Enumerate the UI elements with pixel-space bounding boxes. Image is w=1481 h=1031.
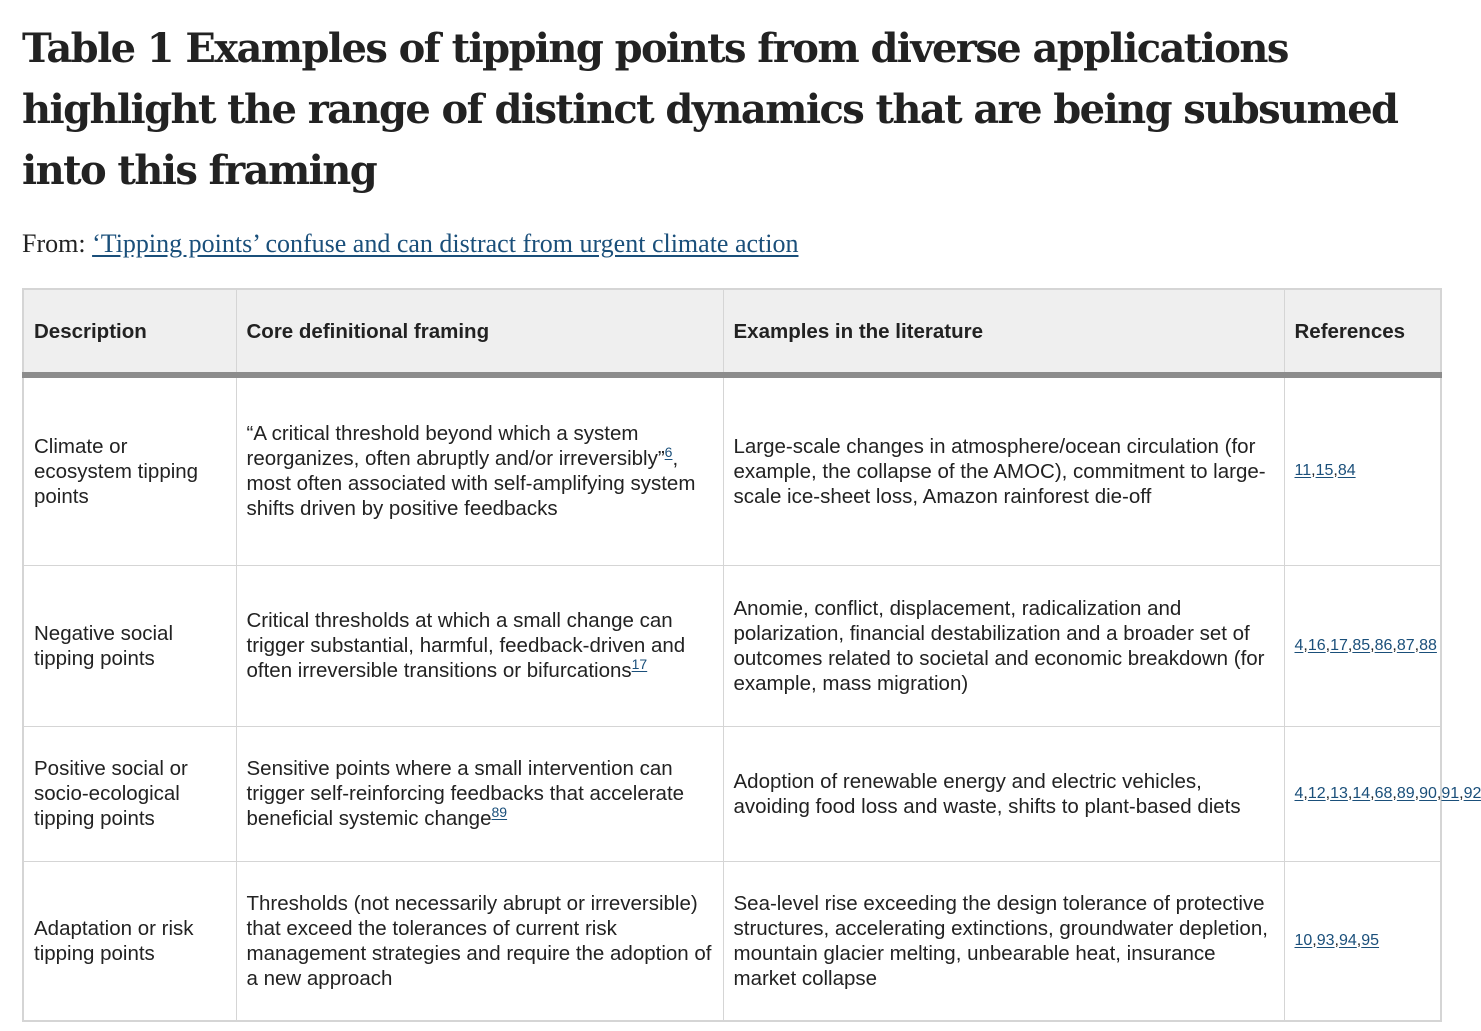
from-label: From: — [22, 229, 86, 258]
examples-cell: Adoption of renewable energy and electric vehicles, avoiding food loss and waste, shifts to plant-based diets — [723, 726, 1284, 861]
framing-text-continued: , most often associated with self-amplifying system shifts driven by positive feedbacks — [246, 447, 696, 521]
reference-link[interactable]: 90 — [1419, 784, 1437, 802]
reference-link[interactable]: 84 — [1337, 462, 1356, 480]
table-row — [23, 375, 1441, 565]
framing-text: “A critical threshold beyond which a system reorganizes, often abruptly and/or irreversibly” — [246, 422, 665, 471]
table-title: Table 1 Examples of tipping points from diverse applications highlight the range of distinct dynamics that are being subsumed into this framing — [22, 25, 1398, 194]
references-cell: 10,93,94,95 — [1284, 861, 1441, 1021]
reference-link[interactable]: 16 — [1307, 636, 1326, 654]
citation-link[interactable]: 89 — [491, 804, 508, 821]
framing-text: Sensitive points where a small intervention can trigger self-reinforcing feedbacks that accelerate beneficial systemic change — [246, 757, 685, 830]
table-row — [23, 861, 1441, 1021]
reference-link[interactable]: 92 — [1463, 784, 1481, 802]
header-description: Description — [23, 289, 236, 375]
description-cell: Adaptation or risk tipping points — [23, 861, 236, 1021]
table-row — [23, 726, 1441, 861]
reference-link[interactable]: 11 — [1294, 462, 1312, 480]
reference-link[interactable]: 10 — [1294, 931, 1313, 949]
header-core-framing: Core definitional framing — [236, 289, 723, 375]
framing-cell — [236, 565, 723, 726]
reference-link[interactable]: 94 — [1339, 931, 1357, 949]
reference-link[interactable]: 15 — [1315, 462, 1334, 480]
reference-link[interactable]: 91 — [1441, 784, 1460, 802]
reference-link[interactable]: 86 — [1374, 636, 1393, 654]
framing-cell — [236, 375, 723, 565]
reference-link[interactable]: 68 — [1374, 784, 1393, 802]
header-row — [23, 289, 1441, 375]
reference-link[interactable]: 87 — [1396, 636, 1415, 654]
reference-link[interactable]: 95 — [1361, 931, 1380, 949]
framing-text: Critical thresholds at which a small change can trigger substantial, harmful, feedback-driven and often irreversible transitions or bifurcations — [246, 609, 686, 682]
framing-cell: Thresholds (not necessarily abrupt or irreversible) that exceed the tolerances of current risk management strategies and require the adoption of a new approach — [236, 861, 723, 1021]
examples-cell: Large-scale changes in atmosphere/ocean circulation (for example, the collapse of the AMOC), commitment to large-scale ice-sheet loss, Amazon rainforest die-off — [723, 375, 1284, 565]
reference-link[interactable]: 89 — [1396, 784, 1415, 802]
reference-link[interactable]: 88 — [1419, 636, 1437, 654]
reference-link[interactable]: 14 — [1352, 784, 1371, 802]
header-references: References — [1284, 289, 1441, 375]
references-cell: 11,15,84 — [1284, 375, 1441, 565]
reference-link[interactable]: 13 — [1330, 784, 1348, 802]
description-cell: Positive social or socio-ecological tipping points — [23, 726, 236, 861]
reference-link[interactable]: 4 — [1294, 784, 1304, 802]
table-row — [23, 565, 1441, 726]
examples-cell: Sea-level rise exceeding the design tolerance of protective structures, accelerating extinctions, groundwater depletion, mountain glacier melting, unbearable heat, insurance market collapse — [723, 861, 1284, 1021]
tipping-points-table — [22, 288, 1481, 1022]
source-article-link[interactable]: ‘Tipping points’ confuse and can distract from urgent climate action — [92, 229, 799, 258]
references-cell: 4,12,13,14,68,89,90,91,92 — [1284, 726, 1441, 861]
reference-link[interactable]: 17 — [1330, 636, 1348, 654]
description-cell: Climate or ecosystem tipping points — [23, 375, 236, 565]
framing-cell — [236, 726, 723, 861]
citation-link[interactable]: 6 — [664, 444, 673, 461]
reference-link[interactable]: 12 — [1307, 784, 1326, 802]
description-cell: Negative social tipping points — [23, 565, 236, 726]
source-line — [22, 227, 798, 261]
page — [22, 18, 1481, 990]
reference-link[interactable]: 93 — [1316, 931, 1335, 949]
examples-cell: Anomie, conflict, displacement, radicalization and polarization, financial destabilization and a broader set of outcomes related to societal and economic breakdown (for example, mass migration) — [723, 565, 1284, 726]
header-examples: Examples in the literature — [723, 289, 1284, 375]
references-cell: 4,16,17,85,86,87,88 — [1284, 565, 1441, 726]
reference-link[interactable]: 4 — [1294, 636, 1304, 654]
reference-link[interactable]: 85 — [1352, 636, 1371, 654]
citation-link[interactable]: 17 — [631, 656, 648, 673]
